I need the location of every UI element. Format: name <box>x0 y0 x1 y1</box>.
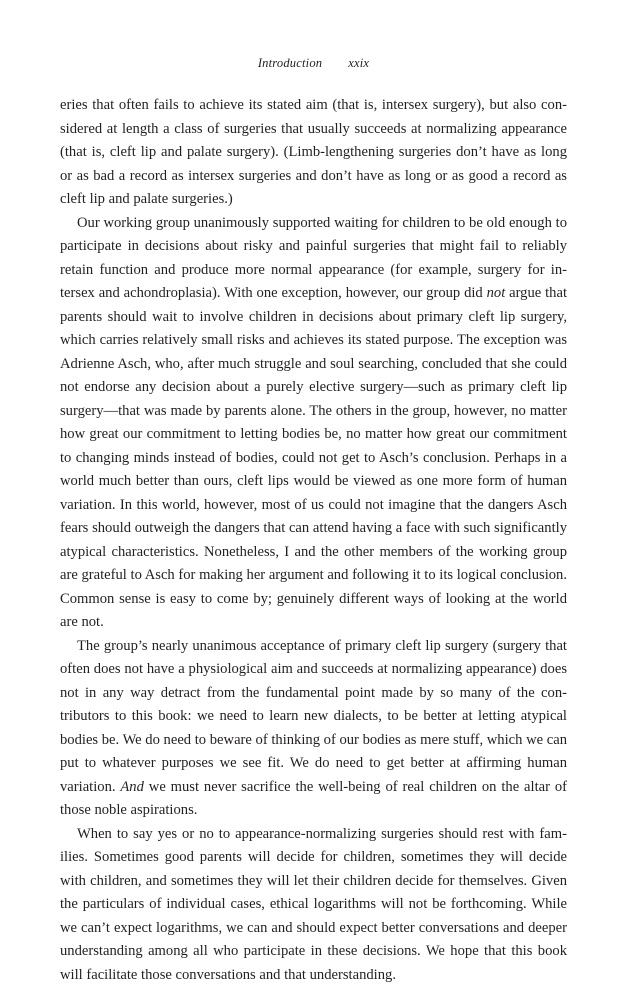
running-head-page-number: xxix <box>348 56 370 70</box>
book-page <box>60 0 567 1000</box>
paragraph-text: eries that often fails to achieve its stated aim (that is, intersex surgery), but also considered at length a class of surgeries that usually succeeds at normalizing appearance (that is, cleft lip and palate surgery). (Limb-lengthening surgeries don’t have as long or as bad a record as intersex surgeries and don’t have as long or as good a record as cleft lip and palate surgeries.) <box>60 97 567 207</box>
paragraph <box>60 635 567 823</box>
emphasis-text: not <box>486 285 506 301</box>
paragraph-text: When to say yes or no to appearance-normalizing surgeries should rest with families. Sometimes good parents will decide for children, sometimes they will decide with children, and sometimes they will let their children decide for themselves. Given the particulars of individual cases, ethical logarithms will not be forthcoming. While we can’t expect logarithms, we can and should expect better conversations and deeper understanding among all who participate in these decisions. We hope that this book will facilitate those conversations and that understanding. <box>60 825 567 983</box>
paragraph <box>60 823 567 988</box>
paragraph-continued <box>60 94 567 212</box>
paragraph-text: The group’s nearly unanimous acceptance of primary cleft lip surgery (surgery that often does not have a physiological aim and succeeds at normalizing appearance) does not in any way detract from the fundamental point made by so many of the contributors to this book: we need to learn new dialects, to be better at letting atypical bodies be. We do need to beware of thinking of our bodies as mere stuff, which we can put to whatever purposes we see fit. We do need to get better at affirming human variation. <box>60 637 567 795</box>
running-head <box>60 56 567 71</box>
paragraph <box>60 212 567 635</box>
running-head-section: Introduction <box>257 56 323 70</box>
paragraph-text: Our working group unanimously supported waiting for children to be old enough to participate in decisions about risky and painful surgeries that might fail to reliably retain function and produce more normal appearance (for example, surgery for intersex and achondroplasia). With one exception, however, our group did <box>60 214 567 301</box>
paragraph-text: argue that parents should wait to involve children in decisions about primary cleft lip surgery, which carries relatively small risks and achieves its stated purpose. The exception was Adrienne Asch, who, after much struggle and soul searching, concluded that she could not endorse any decision about a purely elective surgery—such as primary cleft lip surgery—that was made by parents alone. The others in the group, however, no matter how great our commitment to letting bodies be, no matter how great our commitment to changing minds instead of bodies, could not get to Asch’s conclusion. Perhaps in a world much better than ours, cleft lips would be viewed as one more form of human variation. In this world, however, most of us could not imagine that the dangers Asch fears should outweigh the dangers that can attend having a face with such significantly atypical characteristics. Nonetheless, I and the other members of the working group are grateful to Asch for making her argument and following it to its logical conclusion. Common sense is easy to come by; genuinely different ways of looking at the world are not. <box>60 285 567 630</box>
paragraph-text: we must never sacrifice the well-being of real children on the altar of those noble aspirations. <box>60 778 567 818</box>
emphasis-text: And <box>120 778 144 795</box>
body-text <box>60 94 567 987</box>
